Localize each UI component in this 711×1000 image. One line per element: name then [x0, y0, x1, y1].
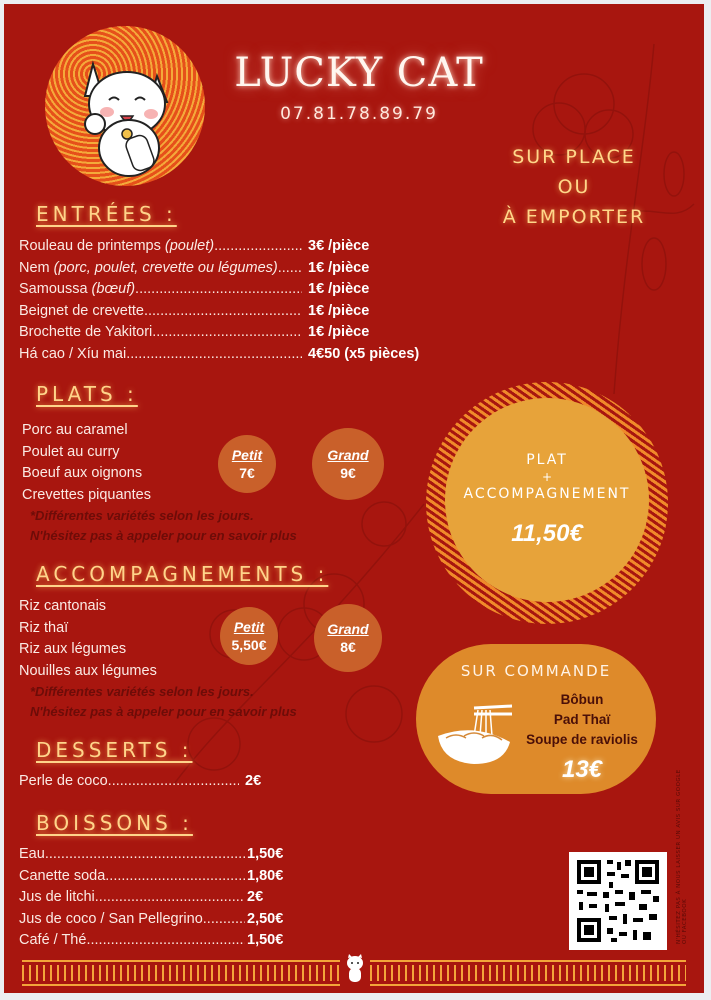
item-price: 3€ /pièce: [308, 238, 370, 254]
item-name: Rouleau de printemps: [19, 238, 165, 254]
menu-item: Riz thaï: [19, 619, 69, 636]
menu-item: Nouilles aux légumes: [19, 662, 157, 679]
combo-price: 11,50€: [511, 520, 583, 547]
boissons-list: [19, 844, 283, 952]
item-name: Nem: [19, 259, 54, 276]
service-line: OU: [557, 176, 591, 198]
on-order-item: Soupe de raviolis: [526, 732, 638, 747]
lucky-cat-logo: [45, 26, 205, 186]
accompagnements-note: [30, 682, 297, 722]
item-price: 2€: [247, 889, 264, 905]
on-order-list: [512, 690, 652, 750]
combo-offer: [426, 382, 668, 624]
small-lucky-cat-icon: [344, 954, 366, 984]
section-title-accompagnements: ACCOMPAGNEMENTS :: [36, 562, 329, 586]
size-price: 5,50€: [231, 637, 267, 653]
item-detail: (bœuf): [91, 281, 136, 297]
size-bubble-large: [314, 604, 382, 672]
on-order-item: Bôbun: [560, 692, 604, 707]
item-price: 4€50 (x5 pièces): [308, 345, 420, 362]
plats-list: [22, 420, 151, 506]
menu-item: [19, 866, 283, 888]
item-name: Café / Thé: [19, 932, 87, 948]
item-detail: (poulet): [164, 238, 215, 254]
size-label: Petit: [231, 447, 263, 463]
item-name: Perle de coco: [19, 773, 108, 789]
section-title-desserts: DESSERTS :: [36, 738, 193, 762]
restaurant-title: LUCKY CAT: [234, 50, 484, 96]
menu-item: [19, 771, 261, 793]
qr-code-icon: [569, 852, 667, 950]
menu-item: [19, 844, 283, 866]
item-detail: (porc, poulet, crevette ou légumes): [53, 259, 278, 276]
size-price: 9€: [340, 465, 356, 481]
desserts-list: [19, 771, 261, 793]
fret-border-right: [370, 960, 686, 986]
item-price: 1€ /pièce: [308, 259, 370, 276]
size-label: Petit: [233, 619, 265, 635]
menu-item: Riz cantonais: [19, 598, 107, 614]
note-line: N'hésitez pas à appeler pour en savoir plus: [30, 528, 297, 543]
entrees-list: [19, 236, 419, 365]
fret-border-left: [22, 960, 340, 986]
note-line: *Différentes variétés selon les jours.: [30, 508, 254, 523]
size-price: 8€: [340, 639, 356, 655]
combo-offer-inner: [445, 398, 649, 602]
item-name: Eau: [19, 846, 45, 862]
size-label: Grand: [327, 621, 369, 637]
menu-item: Riz aux légumes: [19, 641, 127, 657]
menu-item: [19, 301, 419, 323]
service-line: À EMPORTER: [502, 206, 646, 228]
note-line: N'hésitez pas à appeler pour en savoir plus: [30, 704, 297, 719]
size-bubble-large: [312, 428, 384, 500]
noodle-bowl-icon: [434, 702, 518, 766]
item-price: 1€ /pièce: [308, 302, 370, 319]
size-label: Grand: [327, 447, 369, 463]
item-name: Jus de coco / San Pellegrino: [19, 910, 203, 927]
item-price: 2,50€: [247, 910, 284, 927]
menu-item: [19, 930, 283, 952]
on-order-price: 13€: [561, 756, 603, 783]
menu-item: Crevettes piquantes: [22, 486, 151, 503]
plats-note: [30, 506, 297, 546]
item-price: 1,80€: [247, 867, 284, 884]
item-name: Beignet de crevette: [19, 302, 144, 319]
qr-code[interactable]: [569, 852, 667, 950]
service-line: SUR PLACE: [512, 146, 636, 168]
menu-item: [19, 322, 419, 344]
section-title-entrees: ENTRÉES :: [36, 202, 177, 226]
note-line: *Différentes variétés selon les jours.: [30, 684, 254, 699]
item-price: 1,50€: [247, 932, 284, 948]
size-bubble-small: [218, 435, 276, 493]
item-name: Há cao / Xíu mai: [19, 345, 127, 362]
item-name: Samoussa: [19, 281, 92, 297]
combo-line: PLAT: [526, 452, 568, 468]
item-name: Brochette de Yakitori: [19, 324, 153, 340]
item-price: 1,50€: [247, 846, 284, 862]
item-name: Canette soda: [19, 867, 106, 884]
menu-item: [19, 344, 419, 366]
size-price: 7€: [239, 465, 255, 481]
menu-item: Boeuf aux oignons: [22, 465, 143, 481]
menu-item: Poulet au curry: [22, 443, 120, 460]
menu-item: [19, 909, 283, 931]
section-title-plats: PLATS :: [36, 382, 138, 406]
item-price: 2€: [245, 773, 262, 789]
on-order-box: [416, 644, 656, 794]
menu-item: [19, 258, 419, 280]
menu-item: [19, 236, 419, 258]
menu-item: Porc au caramel: [22, 422, 128, 438]
combo-line: ACCOMPAGNEMENT: [463, 486, 631, 502]
accompagnements-list: [19, 596, 157, 682]
item-price: 1€ /pièce: [308, 281, 370, 297]
service-options: [474, 142, 674, 232]
section-title-boissons: BOISSONS :: [36, 811, 193, 835]
menu-item: [19, 279, 419, 301]
review-prompt: N'HÉSITEZ PAS À NOUS LAISSER UN AVIS SUR GOOGLE OU FACEBOOK: [676, 769, 688, 944]
phone-number[interactable]: 07.81.78.89.79: [280, 104, 438, 124]
menu-item: [19, 887, 283, 909]
on-order-title: SUR COMMANDE: [460, 662, 612, 680]
lucky-cat-icon: [45, 26, 205, 186]
on-order-item: Pad Thaï: [553, 712, 611, 727]
item-name: Jus de litchi: [19, 889, 95, 905]
menu-page: [4, 4, 704, 993]
item-price: 1€ /pièce: [308, 324, 370, 340]
size-bubble-small: [220, 607, 278, 665]
combo-plus: +: [541, 470, 553, 484]
